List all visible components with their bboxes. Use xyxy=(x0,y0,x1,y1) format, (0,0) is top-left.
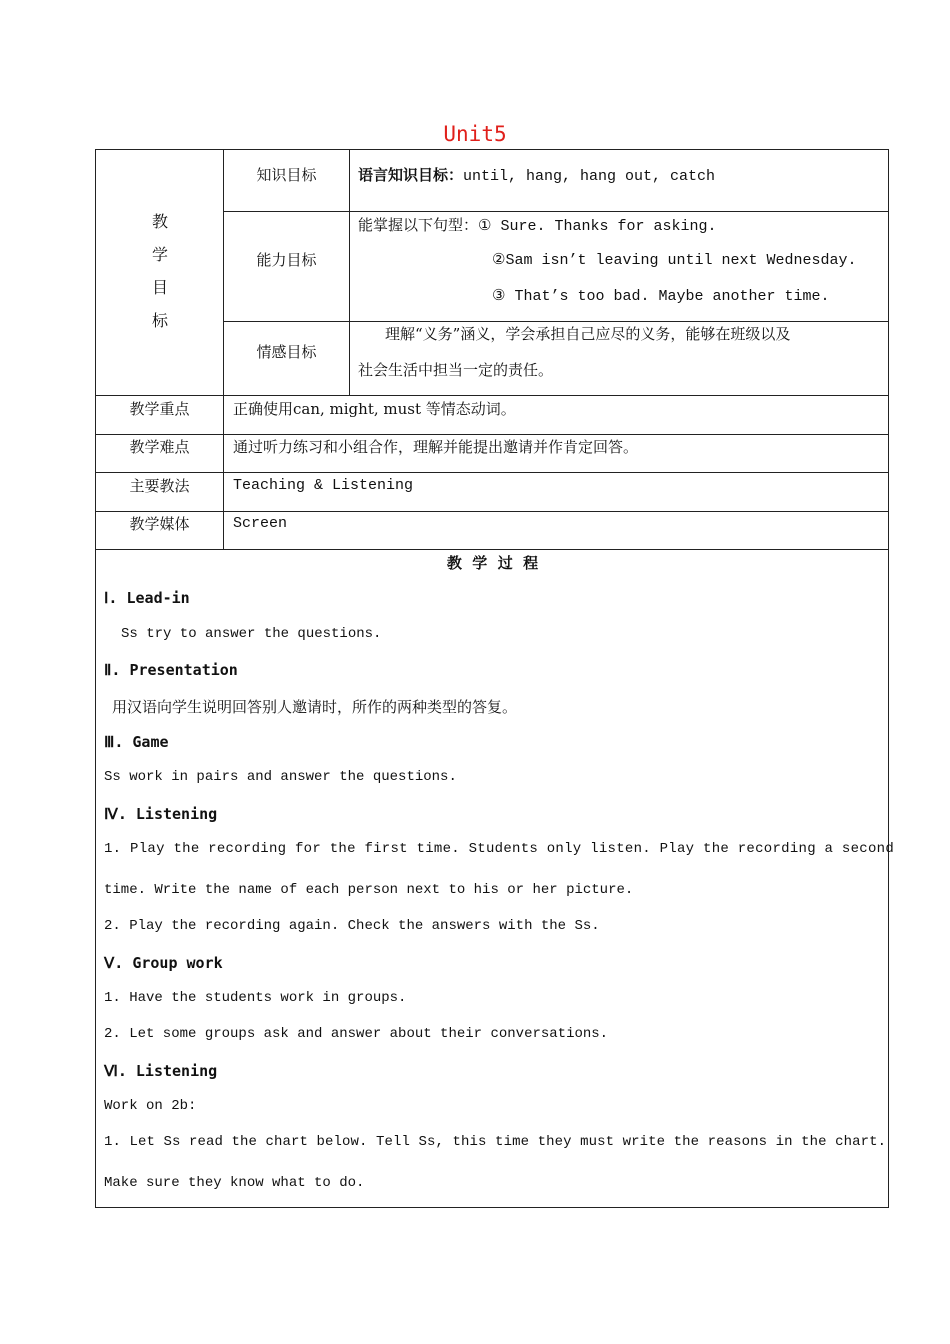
knowledge-label: 知识目标 xyxy=(256,166,317,184)
section-group-work-line-1: 1. Have the students work in groups. xyxy=(104,990,407,1006)
section-game-text: Ss work in pairs and answer the questions. xyxy=(104,769,457,785)
row-label-methods: 主要教法 xyxy=(129,477,190,495)
section-listening-2-line-1: 1. Let Ss read the chart below. Tell Ss, this time they must write the reasons in the chart. xyxy=(104,1134,887,1150)
section-group-work-title: Ⅴ. Group work xyxy=(104,954,223,972)
ability-intro: 能掌握以下句型：① Sure. Thanks for asking. xyxy=(358,216,717,235)
section-listening-2-intro: Work on 2b: xyxy=(104,1098,197,1114)
row-divider xyxy=(96,511,889,512)
section-game-title: Ⅲ. Game xyxy=(104,733,169,751)
row-content-key-points: 正确使用can, might, must 等情态动词。 xyxy=(233,400,516,418)
row-content-methods: Teaching & Listening xyxy=(233,477,414,494)
row-divider xyxy=(96,472,889,473)
row-divider xyxy=(96,395,889,396)
ability-line-2: ②Sam isn’t leaving until next Wednesday. xyxy=(492,252,857,269)
section-listening-title: Ⅳ. Listening xyxy=(104,805,218,823)
lesson-plan-table xyxy=(95,149,895,1208)
knowledge-content: 语言知识目标：until, hang, hang out, catch xyxy=(358,166,716,185)
row-divider xyxy=(223,321,889,322)
objectives-group-label: 教 学 目 标 xyxy=(151,212,168,330)
emotion-line-1: 理解“义务”涵义，学会承担自己应尽的义务，能够在班级以及 xyxy=(385,325,791,343)
section-presentation-title: Ⅱ. Presentation xyxy=(104,661,238,679)
row-label-difficulties: 教学难点 xyxy=(129,438,190,456)
section-listening-line-3: 2. Play the recording again. Check the answers with the Ss. xyxy=(104,918,600,934)
section-lead-in-text: Ss try to answer the questions. xyxy=(121,626,382,642)
section-listening-2-line-2: Make sure they know what to do. xyxy=(104,1175,365,1191)
row-divider xyxy=(223,211,889,212)
row-divider xyxy=(96,434,889,435)
section-listening-line-1: 1. Play the recording for the first time. Students only listen. Play the recording a second xyxy=(104,841,895,857)
section-listening-2-title: Ⅵ. Listening xyxy=(104,1062,218,1080)
row-content-media: Screen xyxy=(233,515,288,532)
section-group-work-line-2: 2. Let some groups ask and answer about their conversations. xyxy=(104,1026,609,1042)
ability-line-3: ③ That’s too bad. Maybe another time. xyxy=(492,288,830,305)
row-label-media: 教学媒体 xyxy=(129,515,190,533)
document-title: Unit5 xyxy=(443,122,507,146)
row-divider xyxy=(96,549,889,550)
row-label-key-points: 教学重点 xyxy=(129,400,190,418)
ability-label: 能力目标 xyxy=(256,251,317,269)
section-presentation-text: 用汉语向学生说明回答别人邀请时，所作的两种类型的答复。 xyxy=(112,698,518,716)
section-listening-line-2: time. Write the name of each person next to his or her picture. xyxy=(104,882,634,898)
emotion-label: 情感目标 xyxy=(256,343,317,361)
process-heading: 教 学 过 程 xyxy=(446,554,539,572)
row-content-difficulties: 通过听力练习和小组合作，理解并能提出邀请并作肯定回答。 xyxy=(233,438,639,456)
emotion-line-2: 社会生活中担当一定的责任。 xyxy=(358,361,554,379)
section-lead-in-title: Ⅰ. Lead-in xyxy=(104,589,190,607)
column-divider-2 xyxy=(349,150,350,395)
